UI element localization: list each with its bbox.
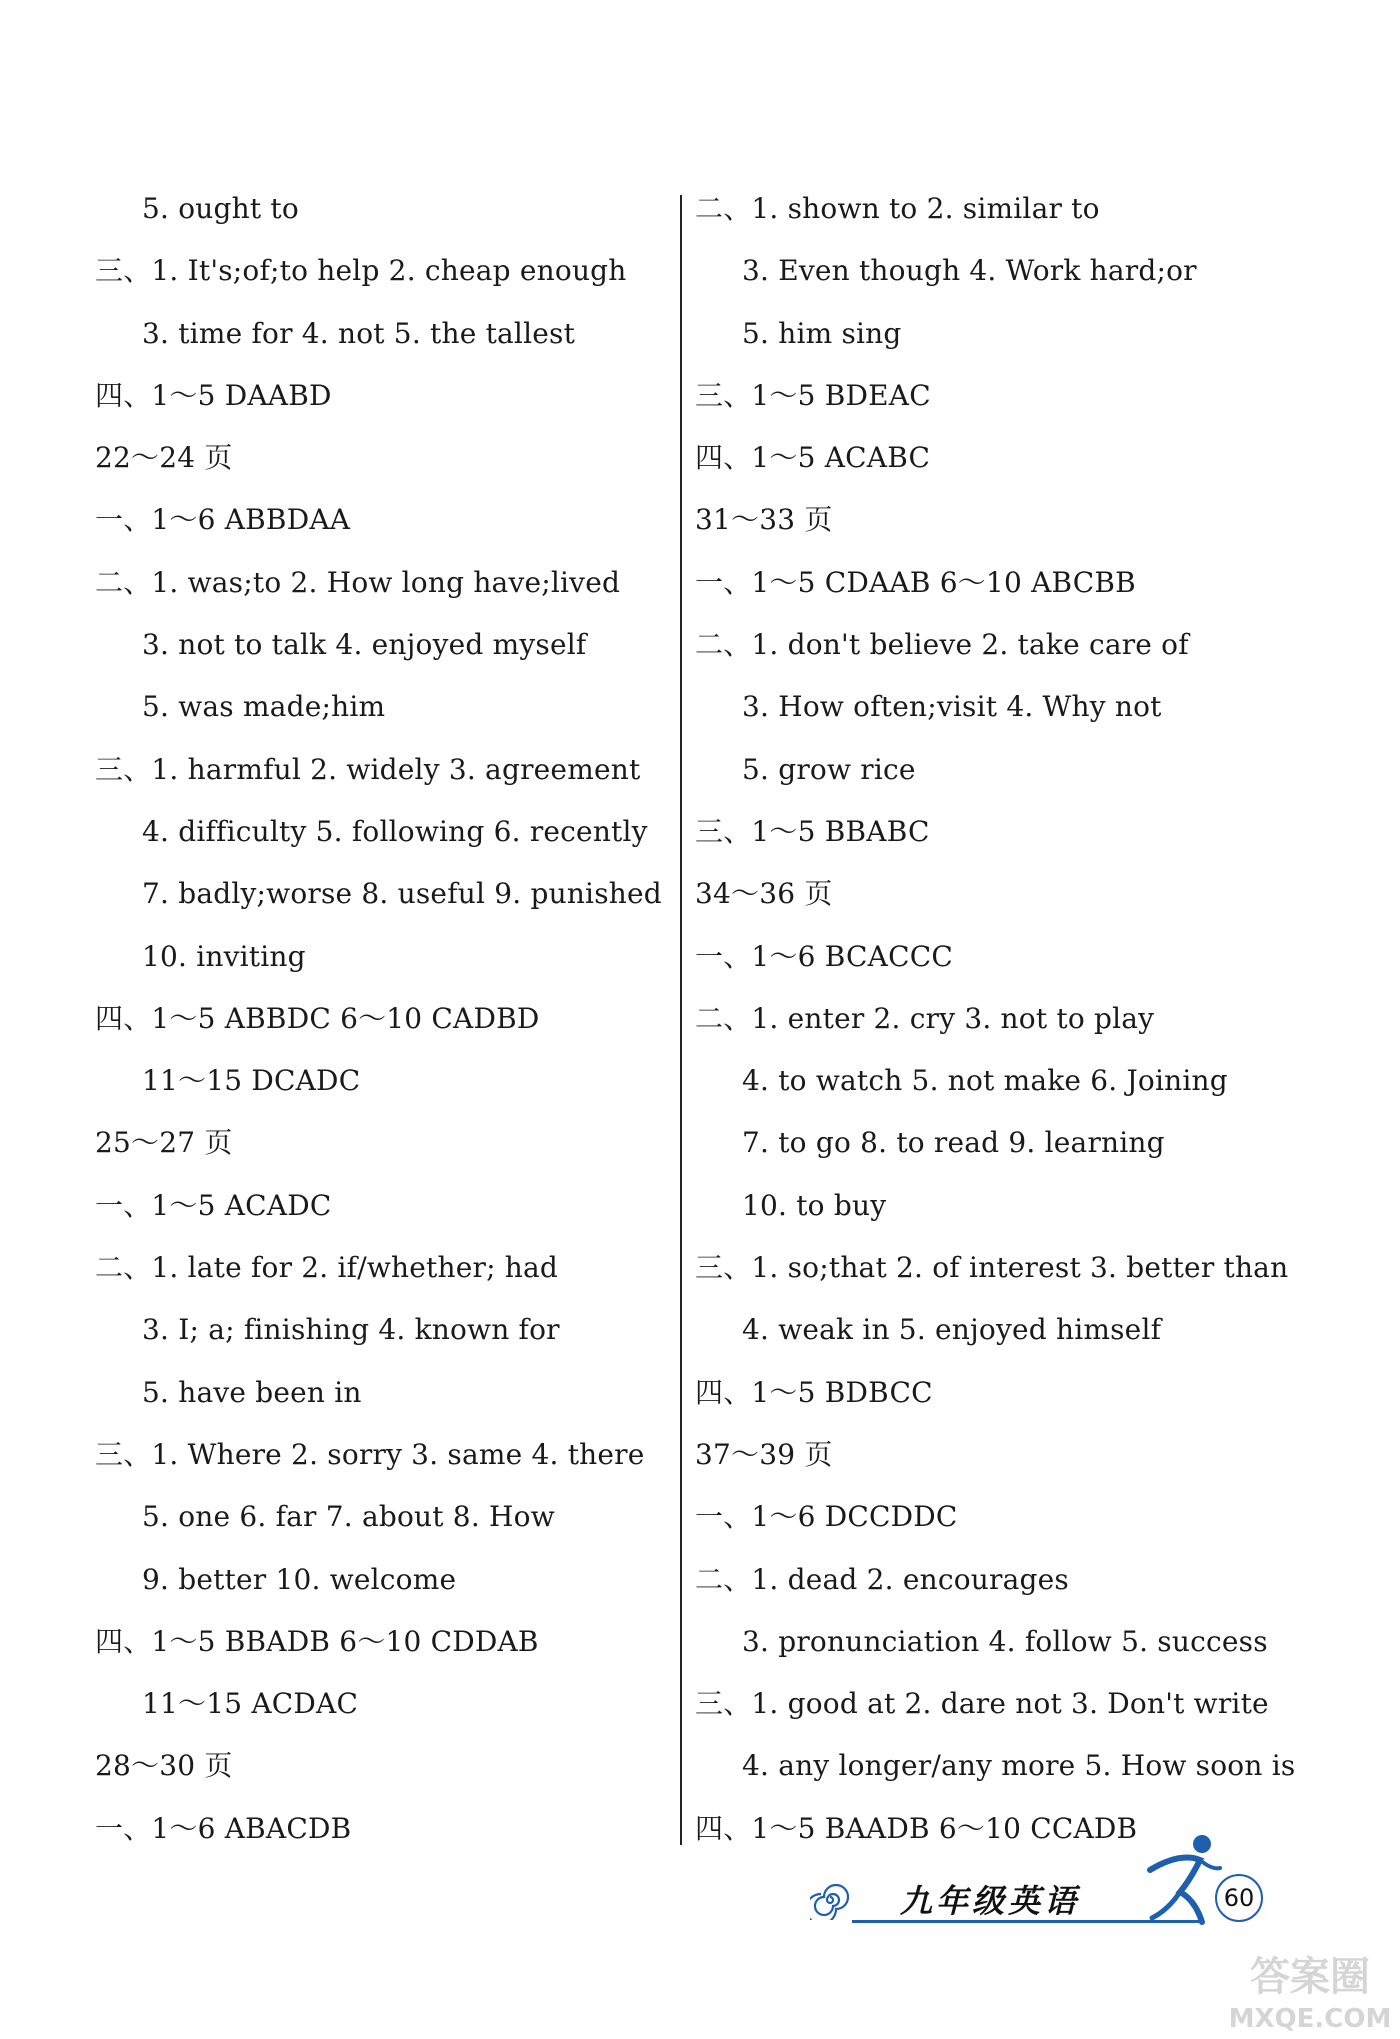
- right-answer-line: 4. weak in 5. enjoyed himself: [742, 1313, 1162, 1347]
- right-answer-line: 一、1～6 BCACCC: [695, 939, 953, 973]
- svg-text:答案圈: 答案圈: [1250, 1954, 1370, 2000]
- left-answer-line: 25～27 页: [95, 1126, 233, 1160]
- left-answer-line: 5. was made;him: [142, 690, 386, 724]
- left-answer-line: 一、1～6 ABBDAA: [95, 503, 351, 537]
- left-answer-line: 三、1. Where 2. sorry 3. same 4. there: [95, 1437, 645, 1471]
- left-answer-line: 三、1. harmful 2. widely 3. agreement: [95, 752, 641, 786]
- left-answer-line: 7. badly;worse 8. useful 9. punished: [142, 877, 662, 911]
- left-answer-line: 4. difficulty 5. following 6. recently: [142, 814, 648, 848]
- right-answer-line: 二、1. shown to 2. similar to: [695, 192, 1100, 225]
- right-answer-line: 3. pronunciation 4. follow 5. success: [742, 1624, 1268, 1658]
- right-answer-line: 三、1～5 BDEAC: [695, 378, 931, 412]
- left-answer-line: 9. better 10. welcome: [142, 1562, 457, 1596]
- right-answer-line: 5. him sing: [742, 316, 902, 350]
- left-answer-line: 四、1～5 DAABD: [95, 378, 332, 412]
- left-answer-line: 四、1～5 BBADB 6～10 CDDAB: [95, 1624, 539, 1658]
- left-answer-line: 11～15 ACDAC: [142, 1687, 359, 1721]
- left-answer-line: 22～24 页: [95, 441, 233, 475]
- right-answer-line: 31～33 页: [695, 503, 833, 537]
- left-answer-line: 10. inviting: [142, 939, 306, 973]
- right-answer-line: 二、1. dead 2. encourages: [695, 1562, 1069, 1596]
- right-answer-line: 四、1～5 BDBCC: [695, 1375, 933, 1409]
- right-answer-line: 一、1～6 DCCDDC: [695, 1500, 958, 1534]
- right-answer-line: 二、1. don't believe 2. take care of: [695, 628, 1189, 662]
- right-answer-line: 三、1. good at 2. dare not 3. Don't write: [695, 1687, 1269, 1721]
- right-answer-line: 三、1～5 BBABC: [695, 814, 930, 848]
- left-column: [95, 178, 665, 1860]
- book-title: 九年级英语: [900, 1882, 1081, 1920]
- left-answer-line: 28～30 页: [95, 1749, 233, 1783]
- right-answer-line: 3. How often;visit 4. Why not: [742, 690, 1162, 724]
- left-answer-line: 3. I; a; finishing 4. known for: [142, 1313, 560, 1347]
- swirl-icon: [810, 1880, 850, 1920]
- right-column: [695, 178, 1335, 1860]
- left-answer-line: 5. ought to: [142, 192, 299, 225]
- left-answer-line: 四、1～5 ABBDC 6～10 CADBD: [95, 1001, 540, 1035]
- right-answer-line: 4. to watch 5. not make 6. Joining: [742, 1064, 1228, 1098]
- right-answer-line: 3. Even though 4. Work hard;or: [742, 254, 1197, 288]
- runner-icon: [1140, 1830, 1230, 1930]
- right-answer-line: 37～39 页: [695, 1437, 833, 1471]
- page-footer: [810, 1870, 1270, 1940]
- column-divider: [680, 195, 682, 1845]
- left-answer-line: 二、1. was;to 2. How long have;lived: [95, 565, 621, 599]
- right-answer-line: 10. to buy: [742, 1188, 887, 1222]
- right-answer-line: 5. grow rice: [742, 752, 916, 786]
- right-answer-line: 34～36 页: [695, 877, 833, 911]
- left-answer-line: 三、1. It's;of;to help 2. cheap enough: [95, 254, 627, 288]
- right-answer-line: 二、1. enter 2. cry 3. not to play: [695, 1001, 1155, 1035]
- right-answer-line: 4. any longer/any more 5. How soon is: [742, 1749, 1296, 1783]
- left-answer-line: 3. not to talk 4. enjoyed myself: [142, 628, 587, 662]
- left-answer-line: 一、1～5 ACADC: [95, 1188, 332, 1222]
- left-answer-line: 5. have been in: [142, 1375, 362, 1409]
- left-answer-line: 5. one 6. far 7. about 8. How: [142, 1500, 555, 1534]
- right-answer-line: 四、1～5 ACABC: [695, 441, 931, 475]
- right-answer-line: 7. to go 8. to read 9. learning: [742, 1126, 1165, 1160]
- left-answer-line: 11～15 DCADC: [142, 1064, 361, 1098]
- page-number: 60: [1215, 1874, 1263, 1922]
- left-answer-line: 3. time for 4. not 5. the tallest: [142, 316, 576, 350]
- svg-text:MXQE.COM: MXQE.COM: [1228, 2004, 1392, 2034]
- left-answer-line: 一、1～6 ABACDB: [95, 1811, 352, 1845]
- left-answer-line: 二、1. late for 2. if/whether; had: [95, 1251, 559, 1285]
- right-answer-line: 一、1～5 CDAAB 6～10 ABCBB: [695, 565, 1136, 599]
- right-answer-line: 三、1. so;that 2. of interest 3. better than: [695, 1251, 1289, 1285]
- site-watermark-logo: [1225, 1945, 1395, 2035]
- right-answer-line: 四、1～5 BAADB 6～10 CCADB: [695, 1811, 1138, 1845]
